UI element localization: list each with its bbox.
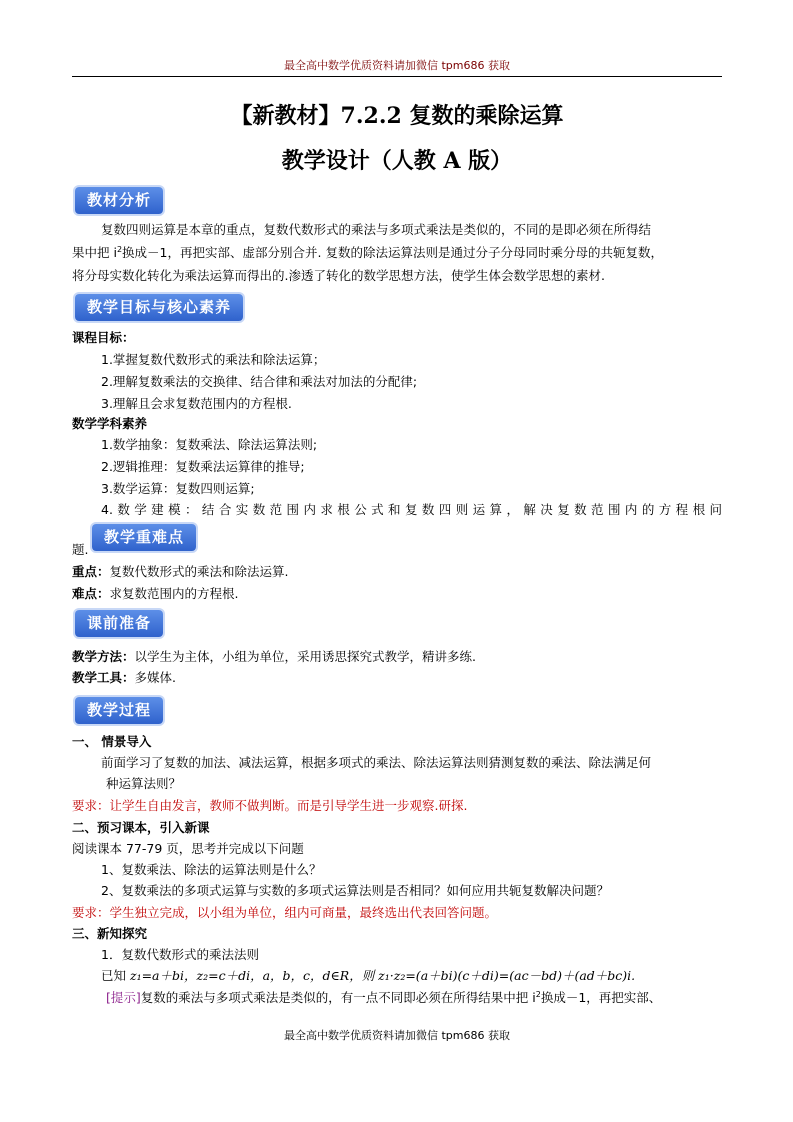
multiplication-rule-formula: 已知 z₁=a＋bi，z₂=c＋di，a，b，c，d∈R，则 z₁·z₂=(a＋bi)(c＋di)=(ac－bd)＋(ad＋bc)i. <box>101 968 636 983</box>
analysis-line-2: 果中把 $i^2$换成－1，再把实部、虚部分别合并. 复数的除法运算法则是通过分子分母同时乘分母的共轭复数， <box>72 244 663 260</box>
step3-item-1: 1．复数代数形式的乘法法则 <box>101 947 259 962</box>
analysis-line-1: 复数四则运算是本章的重点，复数代数形式的乘法与多项式乘法是类似的，不同的是即必须在所得结 <box>101 222 652 237</box>
step1-para-line-1: 前面学习了复数的加法、减法运算，根据多项式的乘法、除法运算法则猜测复数的乘法、除法满足何 <box>101 755 652 770</box>
literacy-label: 数学学科素养 <box>72 416 148 431</box>
section-badge-prep: 课前准备 <box>75 610 163 637</box>
teaching-method-line: 教学方法：以学生为主体，小组为单位，采用诱思探究式教学，精讲多练. <box>72 649 476 664</box>
document-subtitle: 教学设计（人教 A 版） <box>281 148 513 174</box>
step1-requirement: 要求：让学生自由发言，教师不做判断。而是引导学生进一步观察.研探. <box>72 798 468 813</box>
section-badge-goals: 教学目标与核心素养 <box>75 294 243 321</box>
document-title: 【新教材】7.2.2 复数的乘除运算 <box>230 103 564 129</box>
course-goals-label: 课程目标： <box>72 330 135 345</box>
section-badge-keypoints: 教学重难点 <box>92 524 196 551</box>
literacy-4: 4.数学建模：结合实数范围内求根公式和复数四则运算，解决复数范围内的方程根问 <box>101 502 722 517</box>
step2-intro: 阅读课本 77-79 页，思考并完成以下问题 <box>72 841 304 856</box>
step2-question-1: 1、复数乘法、除法的运算法则是什么？ <box>101 862 322 877</box>
page-footer: 最全高中数学优质资料请加微信 tpm686 获取 <box>284 1029 510 1042</box>
hint-line: [提示]复数的乘法与多项式乘法是类似的，有一点不同即必须在所得结果中把 $i^2$换成－1，再把实部、 <box>106 989 662 1005</box>
difficult-point-line: 难点：求复数范围内的方程根. <box>72 586 239 601</box>
teaching-tool-line: 教学工具：多媒体. <box>72 670 176 685</box>
literacy-4-tail: 题. <box>72 542 89 557</box>
literacy-2: 2.逻辑推理：复数乘法运算律的推导; <box>101 459 305 474</box>
step3-title: 三、新知探究 <box>72 926 148 941</box>
hint-label: [提示] <box>106 990 141 1005</box>
analysis-line-3: 将分母实数化转化为乘法运算而得出的.渗透了转化的数学思想方法，使学生体会数学思想的素材. <box>72 268 605 283</box>
header-divider <box>72 76 722 77</box>
course-goal-2: 2.理解复数乘法的交换律、结合律和乘法对加法的分配律; <box>101 374 418 389</box>
literacy-3: 3.数学运算：复数四则运算; <box>101 481 255 496</box>
step2-title: 二、预习课本，引入新课 <box>72 820 210 835</box>
key-point-line: 重点：复数代数形式的乘法和除法运算. <box>72 564 289 579</box>
step2-requirement: 要求：学生独立完成，以小组为单位，组内可商量，最终选出代表回答问题。 <box>72 905 498 920</box>
literacy-1: 1.数学抽象：复数乘法、除法运算法则; <box>101 437 318 452</box>
step1-para-line-2: 种运算法则？ <box>106 776 182 791</box>
course-goal-1: 1.掌握复数代数形式的乘法和除法运算； <box>101 352 326 367</box>
step1-title: 一、 情景导入 <box>72 734 152 749</box>
section-badge-process: 教学过程 <box>75 697 163 724</box>
section-badge-analysis: 教材分析 <box>75 187 163 214</box>
step2-question-2: 2、复数乘法的多项式运算与实数的多项式运算法则是否相同？如何应用共轭复数解决问题？ <box>101 883 609 898</box>
course-goal-3: 3.理解且会求复数范围内的方程根. <box>101 396 292 411</box>
page-header: 最全高中数学优质资料请加微信 tpm686 获取 <box>284 59 510 72</box>
